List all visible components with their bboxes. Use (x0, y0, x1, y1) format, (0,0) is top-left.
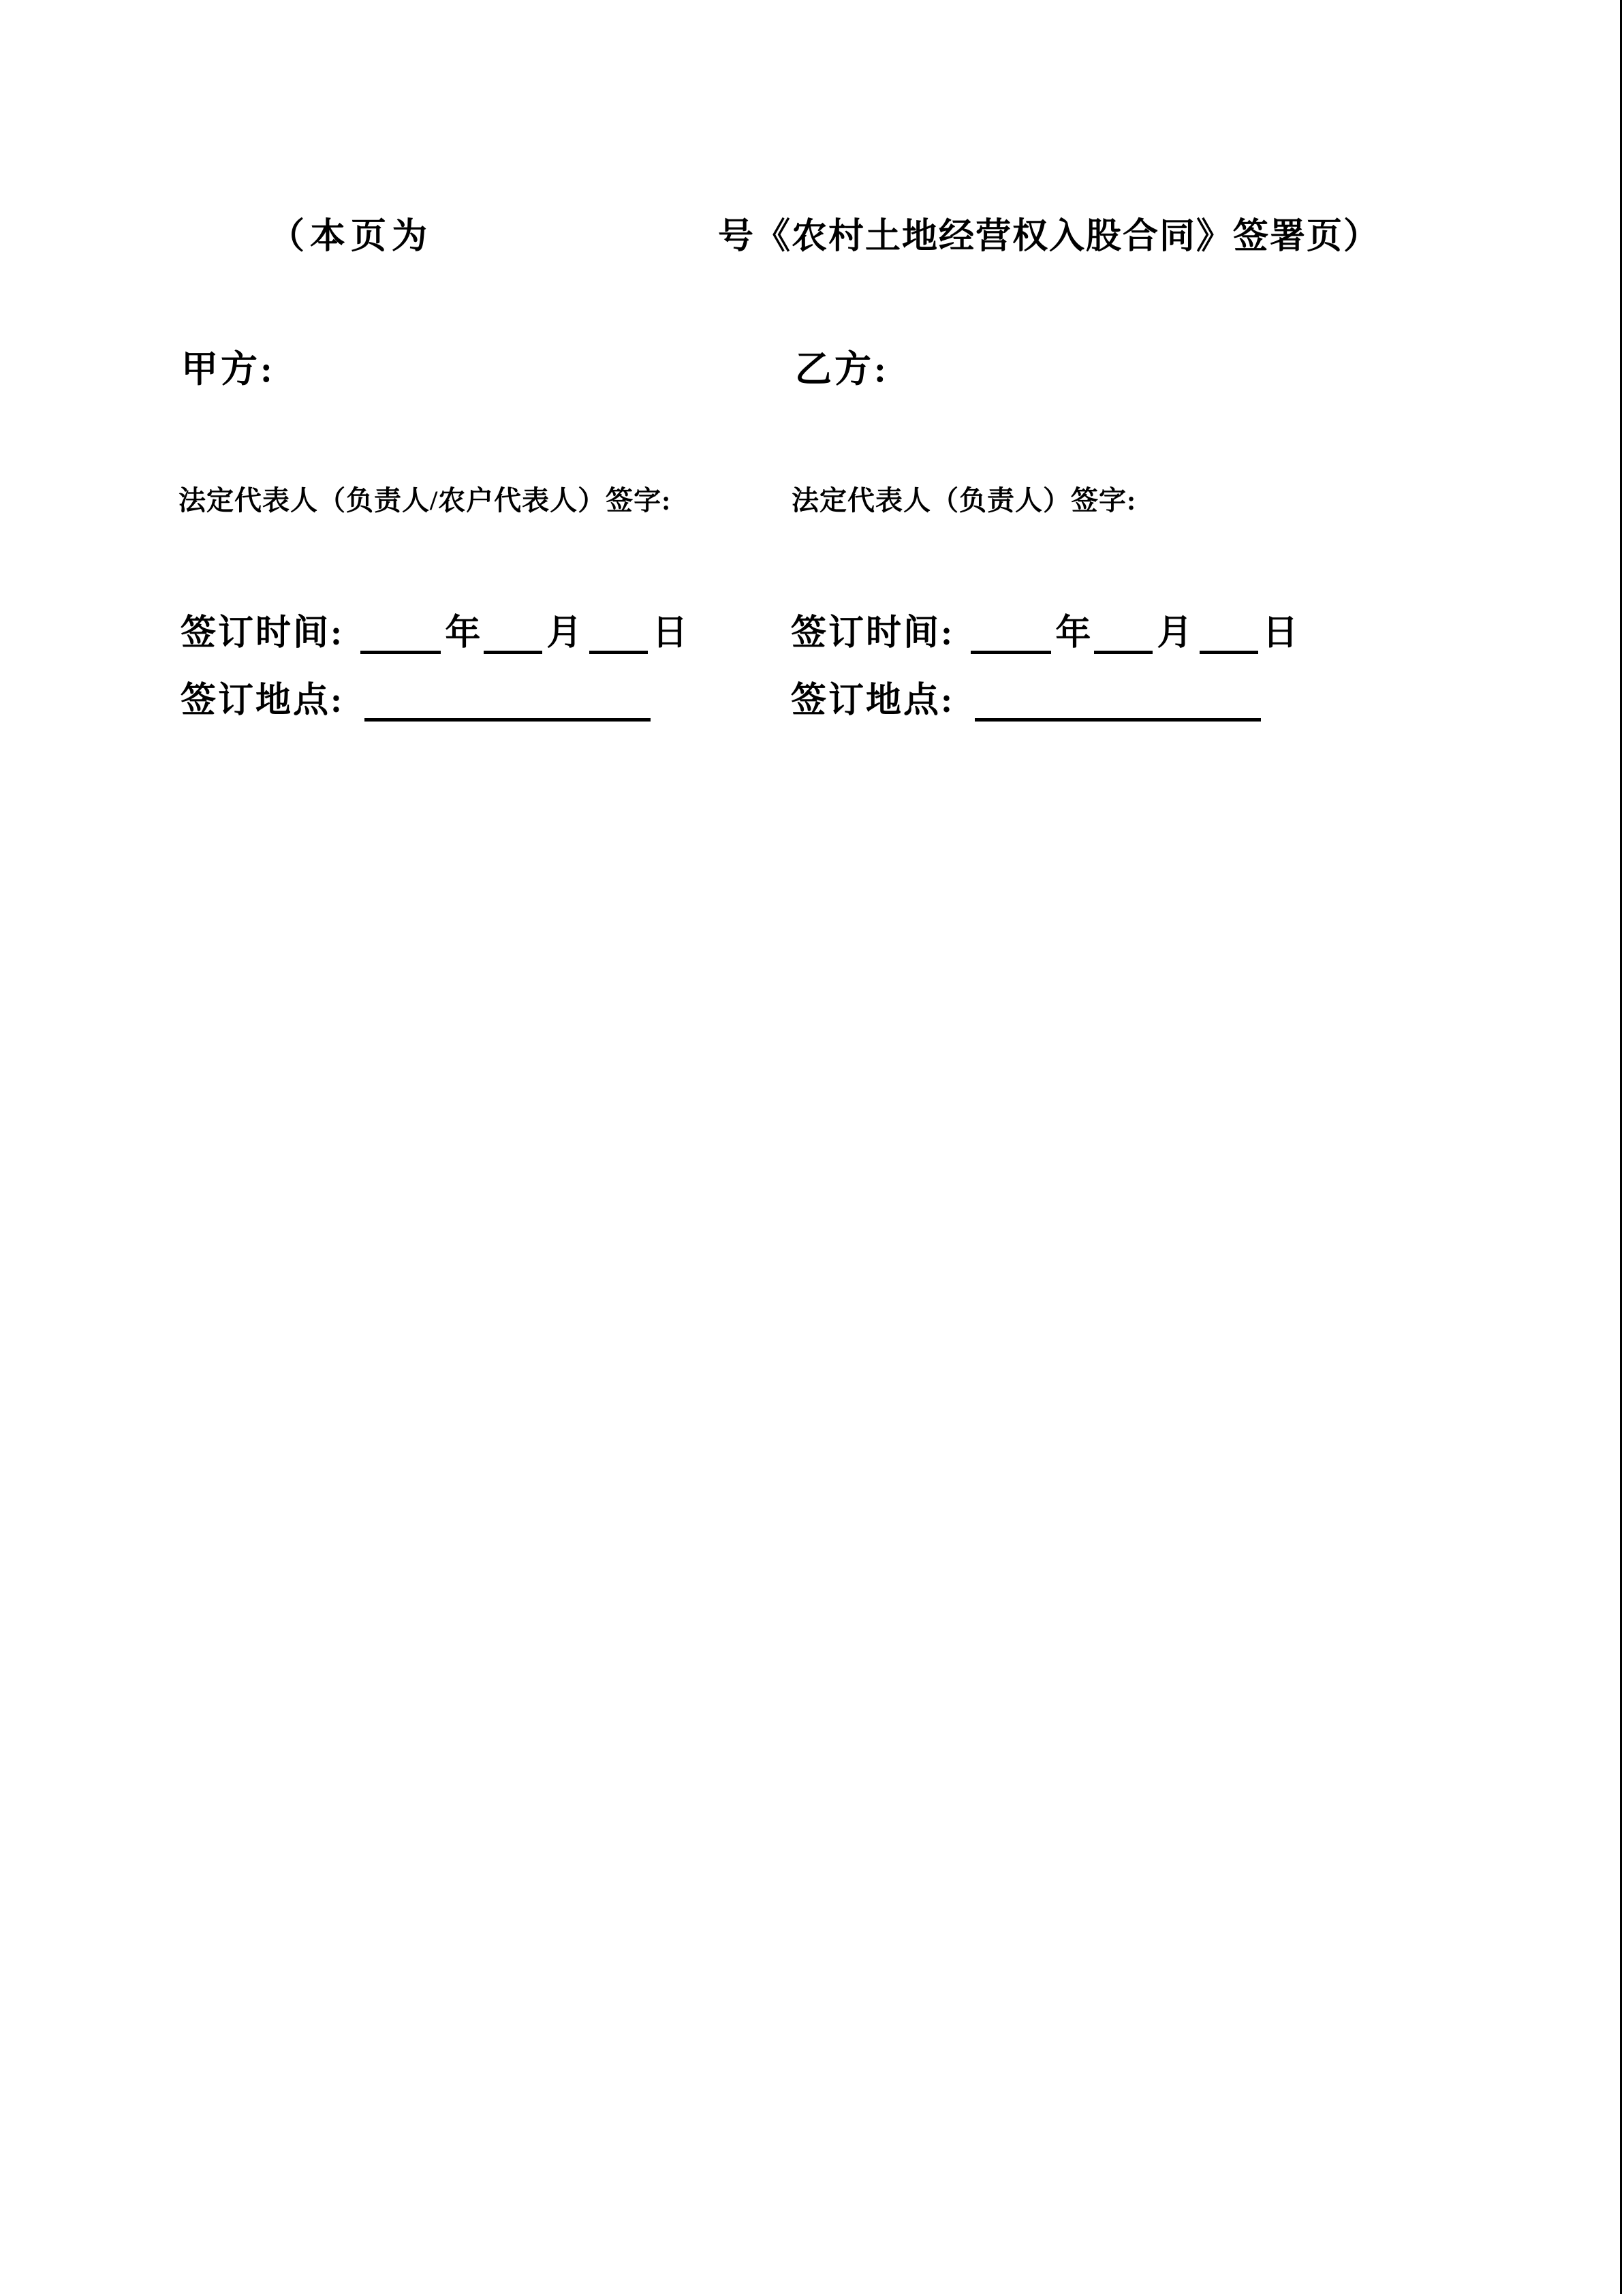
party-b-sign-time-year-blank[interactable] (971, 615, 1051, 654)
party-b-sign-time-day-blank[interactable] (1200, 615, 1258, 654)
party-b-day-unit: 日 (1262, 614, 1300, 653)
party-b-sign-time-label: 签订时间: (791, 614, 955, 653)
party-a-label: 甲方: (181, 349, 275, 390)
party-a-day-unit: 日 (652, 614, 690, 653)
party-b-sign-place-row (791, 681, 1261, 722)
title-prefix: （本页为 (269, 217, 433, 256)
party-a-sign-time-label: 签订时间: (181, 614, 345, 653)
page-edge-line (1620, 0, 1622, 2294)
party-b-sign-place-label: 签订地点: (791, 681, 955, 720)
party-a-month-unit: 月 (546, 614, 584, 653)
party-a-sign-time-day-blank[interactable] (589, 615, 648, 654)
party-a-sign-time-month-blank[interactable] (484, 615, 542, 654)
party-a-representative-label: 法定代表人（负责人/农户代表人）签字: (178, 485, 672, 516)
party-a-sign-time-row (181, 613, 689, 654)
party-a-sign-time-year-blank[interactable] (360, 615, 441, 654)
party-b-representative-label: 法定代表人（负责人）签字: (792, 485, 1137, 516)
party-b-month-unit: 月 (1157, 614, 1195, 653)
party-b-year-unit: 年 (1055, 614, 1093, 653)
party-b-sign-place-blank[interactable] (975, 682, 1261, 722)
party-b-label: 乙方: (795, 349, 889, 390)
party-b-sign-time-month-blank[interactable] (1094, 615, 1153, 654)
party-a-sign-place-row (181, 681, 651, 722)
party-a-year-unit: 年 (445, 614, 483, 653)
party-a-sign-place-blank[interactable] (364, 682, 651, 722)
party-b-sign-time-row (791, 613, 1300, 654)
party-a-sign-place-label: 签订地点: (181, 681, 345, 720)
title-suffix: 号《农村土地经营权入股合同》签署页） (718, 217, 1381, 256)
contract-number-blank[interactable] (443, 219, 712, 258)
